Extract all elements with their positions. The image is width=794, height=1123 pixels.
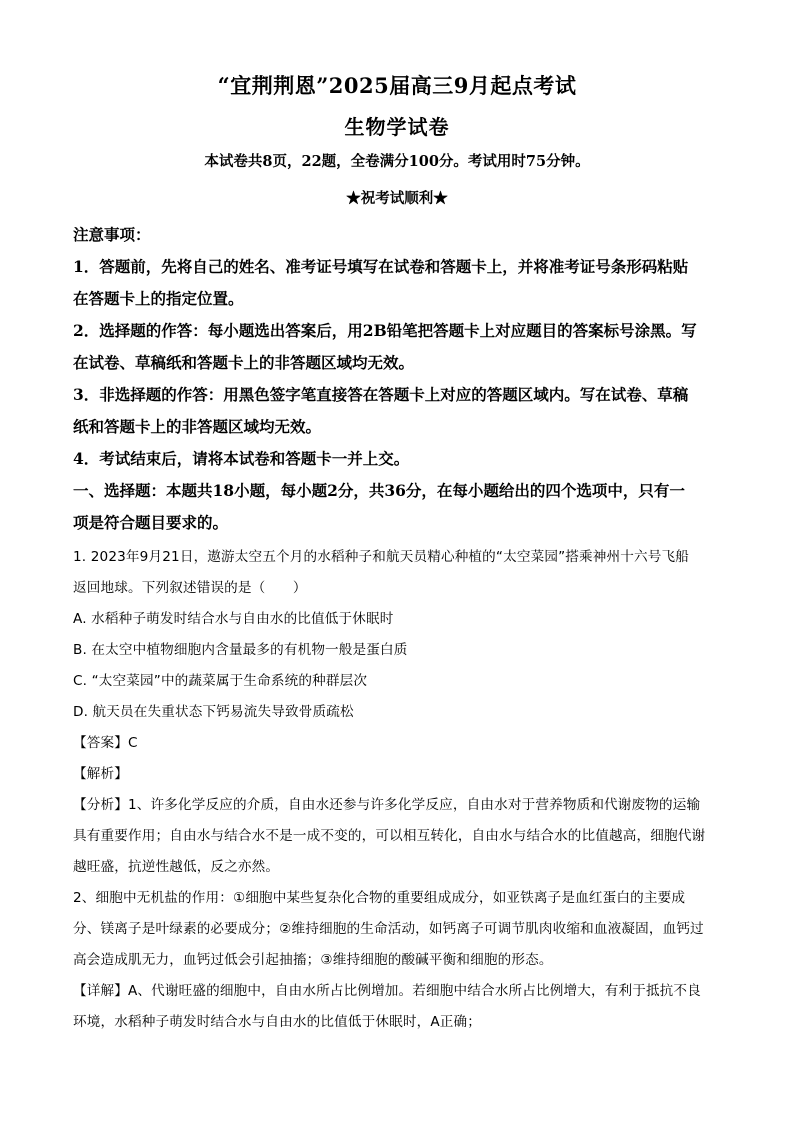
section-heading: 一、选择题：本题共18小题，每小题2分，共36分，在每小题给出的四个选项中，只有一 — [73, 481, 685, 500]
analysis-line: 分、镁离子是叶绿素的必要成分；②维持细胞的生命活动，如钙离子可调节肌肉收缩和血液凝固，血钙过 — [73, 921, 704, 937]
notice-heading: 注意事项： — [73, 225, 151, 244]
question-stem: 1. 2023年9月21日，遨游太空五个月的水稻种子和航天员精心种植的“太空菜园”搭乘神州十六号飞船 — [73, 549, 689, 565]
exam-blessing: ★祝考试顺利★ — [346, 190, 448, 207]
notice-line: 在答题卡上的指定位置。 — [73, 289, 244, 308]
exam-info: 本试卷共8页，22题，全卷满分100分。考试用时75分钟。 — [204, 153, 590, 170]
analysis-line: 2、细胞中无机盐的作用：①细胞中某些复杂化合物的重要组成成分，如亚铁离子是血红蛋白的主要成 — [73, 890, 686, 906]
option-b: B. 在太空中植物细胞内含量最多的有机物一般是蛋白质 — [73, 642, 408, 658]
notice-line: 3．非选择题的作答：用黑色签字笔直接答在答题卡上对应的答题区域内。写在试卷、草稿 — [73, 385, 689, 404]
notice-line: 2．选择题的作答：每小题选出答案后，用2B铅笔把答题卡上对应题目的答案标号涂黑。写 — [73, 321, 697, 340]
notice-line: 在试卷、草稿纸和答题卡上的非答题区域均无效。 — [73, 353, 415, 372]
exam-title: “宜荆荆恩”2025届高三9月起点考试 — [217, 73, 577, 98]
analysis-line: 越旺盛，抗逆性越低，反之亦然。 — [73, 859, 280, 875]
analysis-line: 具有重要作用；自由水与结合水不是一成不变的，可以相互转化，自由水与结合水的比值越高，细胞代谢 — [73, 828, 706, 844]
answer: 【答案】C — [73, 735, 138, 751]
analysis-line: 环境，水稻种子萌发时结合水与自由水的比值低于休眠时，A正确； — [73, 1014, 482, 1030]
section-heading-cont: 项是符合题目要求的。 — [73, 513, 229, 532]
option-d: D. 航天员在失重状态下钙易流失导致骨质疏松 — [73, 704, 354, 720]
analysis-line: 【分析】1、许多化学反应的介质，自由水还参与许多化学反应，自由水对于营养物质和代谢废物的运输 — [73, 797, 701, 813]
notice-line: 纸和答题卡上的非答题区域均无效。 — [73, 417, 322, 436]
option-a: A. 水稻种子萌发时结合水与自由水的比值低于休眠时 — [73, 611, 394, 627]
notice-line: 4．考试结束后，请将本试卷和答题卡一并上交。 — [73, 449, 410, 468]
notice-line: 1．答题前，先将自己的姓名、准考证号填写在试卷和答题卡上，并将准考证号条形码粘贴 — [73, 257, 689, 276]
analysis-heading: 【解析】 — [73, 766, 128, 782]
analysis-line: 高会造成肌无力，血钙过低会引起抽搐；③维持细胞的酸碱平衡和细胞的形态。 — [73, 952, 553, 968]
question-stem-cont: 返回地球。下列叙述错误的是（ ） — [73, 580, 307, 596]
analysis-line: 【详解】A、代谢旺盛的细胞中，自由水所占比例增加。若细胞中结合水所占比例增大，有利于抵抗不良 — [73, 983, 701, 999]
option-c: C. “太空菜园”中的蔬菜属于生命系统的种群层次 — [73, 673, 368, 689]
exam-subject: 生物学试卷 — [344, 115, 450, 139]
